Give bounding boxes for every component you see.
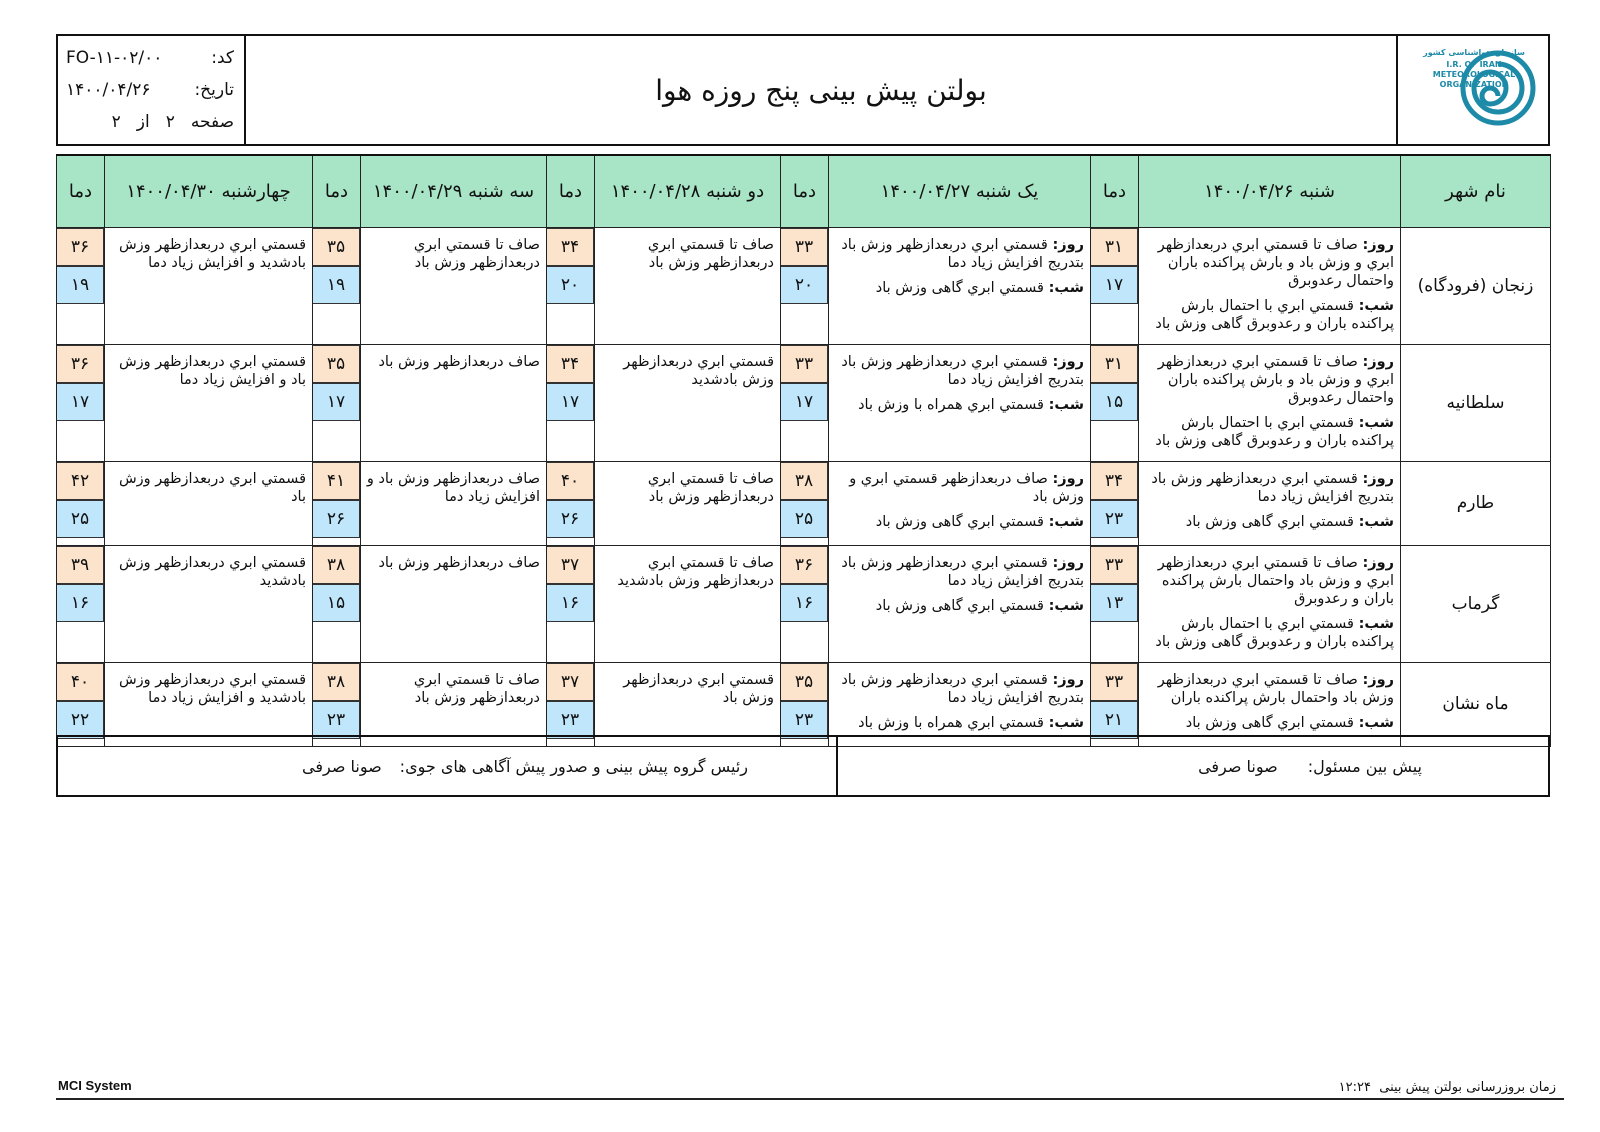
temp-cell	[313, 344, 361, 461]
temp-cell	[547, 545, 595, 662]
temp-cell	[547, 344, 595, 461]
date-row	[66, 74, 234, 106]
temp-cell	[313, 662, 361, 746]
signature-block	[56, 735, 1550, 797]
max-temp: ۳۱	[1090, 345, 1138, 383]
table-row	[57, 344, 1551, 461]
date-label: تاریخ:	[194, 80, 234, 100]
temp-cell	[313, 461, 361, 545]
page-number: ۲	[165, 112, 175, 132]
night-label: شب:	[1358, 714, 1394, 731]
max-temp: ۳۵	[780, 663, 828, 701]
day-forecast: صاف تا قسمتي ابري دربعدازظهر وزش باد واحتمال بارش پراکنده باران	[1157, 671, 1394, 706]
day-label: روز:	[1362, 470, 1394, 487]
night-label: شب:	[1358, 513, 1394, 530]
night-label: شب:	[1048, 279, 1084, 296]
day-label: روز:	[1052, 554, 1084, 571]
day-header: سه شنبه ۱۴۰۰/۰۴/۲۹	[361, 155, 547, 227]
page-total: ۲	[111, 112, 121, 132]
update-label: زمان بروزرسانی بولتن پیش بینی	[1379, 1080, 1556, 1095]
temp-cell	[57, 344, 105, 461]
forecaster-signature	[836, 737, 1548, 795]
spiral-emblem-icon	[1460, 50, 1536, 126]
max-temp: ۳۶	[56, 345, 104, 383]
min-temp: ۱۵	[312, 584, 360, 622]
table-header-row	[57, 155, 1551, 227]
min-temp: ۲۰	[546, 266, 594, 304]
temp-cell	[1091, 227, 1139, 344]
forecast-text: قسمتي ابري دربعدازظهر وزش بادشديد و افزايش زياد دما	[105, 227, 313, 344]
forecast-text	[829, 662, 1091, 746]
city-column-header: نام شهر	[1401, 155, 1551, 227]
forecast-text: صاف دربعدازظهر وزش باد	[361, 344, 547, 461]
temp-cell	[547, 662, 595, 746]
city-name: ماه نشان	[1401, 662, 1551, 746]
max-temp: ۳۳	[780, 345, 828, 383]
max-temp: ۳۱	[1090, 228, 1138, 266]
min-temp: ۱۵	[1090, 383, 1138, 421]
temp-cell	[57, 461, 105, 545]
city-name: سلطانیه	[1401, 344, 1551, 461]
temp-cell	[781, 344, 829, 461]
forecast-table	[56, 154, 1551, 747]
max-temp: ۳۳	[1090, 546, 1138, 584]
forecast-text: قسمتي ابري دربعدازظهر وزش باد و افزايش زياد دما	[105, 344, 313, 461]
page-row	[66, 106, 234, 138]
temp-header: دما	[1091, 155, 1139, 227]
table-row	[57, 662, 1551, 746]
max-temp: ۳۷	[546, 546, 594, 584]
night-label: شب:	[1358, 297, 1394, 314]
temp-cell	[313, 227, 361, 344]
table-row	[57, 227, 1551, 344]
min-temp: ۱۷	[56, 383, 104, 421]
forecast-text: صاف دربعدازظهر وزش باد و افزايش زياد دما	[361, 461, 547, 545]
min-temp: ۲۰	[780, 266, 828, 304]
max-temp: ۳۸	[312, 546, 360, 584]
min-temp: ۱۶	[780, 584, 828, 622]
forecast-text	[1139, 662, 1401, 746]
max-temp: ۳۴	[546, 345, 594, 383]
min-temp: ۱۹	[312, 266, 360, 304]
temp-cell	[1091, 344, 1139, 461]
document-meta	[58, 36, 246, 144]
update-time: ۱۲:۲۴	[1338, 1080, 1371, 1095]
max-temp: ۳۴	[1090, 462, 1138, 500]
min-temp: ۱۹	[56, 266, 104, 304]
temp-cell	[547, 227, 595, 344]
day-header: یک شنبه ۱۴۰۰/۰۴/۲۷	[829, 155, 1091, 227]
forecast-text: قسمتي ابري دربعدازظهر وزش بادشديد	[105, 545, 313, 662]
max-temp: ۴۲	[56, 462, 104, 500]
organization-logo	[1396, 36, 1548, 144]
night-forecast: قسمتي ابري گاهی وزش باد	[875, 597, 1044, 614]
night-forecast: قسمتي ابري با احتمال بارش پراکنده باران و رعدوبرق گاهی وزش باد	[1155, 414, 1394, 449]
max-temp: ۳۸	[312, 663, 360, 701]
forecast-text: قسمتي ابري دربعدازظهر وزش بادشديد	[595, 344, 781, 461]
day-forecast: صاف تا قسمتي ابري دربعدازظهر ابري و وزش باد واحتمال بارش پراکنده باران و رعدوبرق	[1157, 554, 1394, 607]
night-label: شب:	[1358, 414, 1394, 431]
max-temp: ۴۰	[546, 462, 594, 500]
day-header: شنبه ۱۴۰۰/۰۴/۲۶	[1139, 155, 1401, 227]
temp-cell	[781, 461, 829, 545]
min-temp: ۲۵	[780, 500, 828, 538]
temp-header: دما	[781, 155, 829, 227]
day-forecast: قسمتي ابري دربعدازظهر وزش باد بتدريج افزايش زياد دما	[841, 554, 1084, 589]
night-forecast: قسمتي ابري با احتمال بارش پراکنده باران و رعدوبرق گاهی وزش باد	[1155, 615, 1394, 650]
night-label: شب:	[1048, 396, 1084, 413]
temp-cell	[1091, 662, 1139, 746]
forecast-text: صاف تا قسمتي ابري دربعدازظهر وزش باد	[361, 662, 547, 746]
temp-cell	[547, 461, 595, 545]
max-temp: ۴۱	[312, 462, 360, 500]
day-label: روز:	[1362, 671, 1394, 688]
max-temp: ۳۳	[780, 228, 828, 266]
min-temp: ۲۳	[1090, 500, 1138, 538]
bulletin-title: بولتن پیش بینی پنج روزه هوا	[655, 73, 987, 107]
min-temp: ۲۳	[312, 701, 360, 739]
max-temp: ۳۶	[780, 546, 828, 584]
day-forecast: قسمتي ابري دربعدازظهر وزش باد بتدريج افزايش زياد دما	[841, 353, 1084, 388]
day-label: روز:	[1052, 671, 1084, 688]
forecast-text	[1139, 227, 1401, 344]
code-row	[66, 42, 234, 74]
temp-header: دما	[547, 155, 595, 227]
bulletin-header	[56, 34, 1550, 146]
day-forecast: صاف تا قسمتي ابري دربعدازظهر ابري و وزش باد و بارش پراکنده باران واحتمال رعدوبرق	[1157, 353, 1394, 406]
forecast-text	[829, 461, 1091, 545]
max-temp: ۳۳	[1090, 663, 1138, 701]
day-forecast: قسمتي ابري دربعدازظهر وزش باد بتدريج افزايش زياد دما	[1151, 470, 1394, 505]
temp-cell	[313, 545, 361, 662]
forecast-text	[829, 227, 1091, 344]
date-value: ۱۴۰۰/۰۴/۲۶	[66, 80, 151, 100]
night-forecast: قسمتي ابري همراه با وزش باد	[858, 714, 1044, 731]
day-header: چهارشنبه ۱۴۰۰/۰۴/۳۰	[105, 155, 313, 227]
temp-cell	[1091, 545, 1139, 662]
day-label: روز:	[1362, 353, 1394, 370]
temp-cell	[781, 227, 829, 344]
day-forecast: قسمتي ابري دربعدازظهر وزش باد بتدريج افزايش زياد دما	[841, 671, 1084, 706]
temp-header: دما	[313, 155, 361, 227]
footer-divider	[56, 1098, 1564, 1100]
day-label: روز:	[1052, 353, 1084, 370]
day-label: روز:	[1362, 236, 1394, 253]
night-label: شب:	[1048, 714, 1084, 731]
temp-cell	[781, 545, 829, 662]
forecaster-label: پیش بین مسئول:	[1307, 756, 1422, 776]
forecast-text: صاف تا قسمتي ابري دربعدازظهر وزش باد	[595, 227, 781, 344]
logo-text-en: I.R. OF IRAN METEOROLOGICAL ORGANIZATION	[1432, 60, 1516, 89]
city-name: زنجان (فرودگاه)	[1401, 227, 1551, 344]
temp-cell	[781, 662, 829, 746]
head-signature	[58, 737, 836, 795]
min-temp: ۱۷	[546, 383, 594, 421]
forecast-text	[1139, 545, 1401, 662]
min-temp: ۲۵	[56, 500, 104, 538]
max-temp: ۴۰	[56, 663, 104, 701]
forecast-text	[1139, 461, 1401, 545]
min-temp: ۱۳	[1090, 584, 1138, 622]
max-temp: ۳۶	[56, 228, 104, 266]
min-temp: ۲۳	[546, 701, 594, 739]
min-temp: ۲۱	[1090, 701, 1138, 739]
head-label: رئیس گروه پیش بینی و صدور پیش آگاهی های جوی:	[399, 756, 748, 776]
temp-cell	[57, 227, 105, 344]
night-label: شب:	[1048, 597, 1084, 614]
min-temp: ۲۶	[546, 500, 594, 538]
code-value: FO-۱۱-۰۲/۰۰	[66, 48, 163, 68]
forecast-text: قسمتي ابري دربعدازظهر وزش باد	[595, 662, 781, 746]
min-temp: ۱۷	[1090, 266, 1138, 304]
max-temp: ۳۹	[56, 546, 104, 584]
temp-cell	[57, 662, 105, 746]
night-forecast: قسمتي ابري گاهی وزش باد	[1185, 513, 1354, 530]
temp-cell	[57, 545, 105, 662]
min-temp: ۱۷	[780, 383, 828, 421]
forecast-text	[829, 545, 1091, 662]
max-temp: ۳۷	[546, 663, 594, 701]
min-temp: ۱۷	[312, 383, 360, 421]
min-temp: ۲۲	[56, 701, 104, 739]
min-temp: ۱۶	[546, 584, 594, 622]
code-label: کد:	[211, 48, 234, 68]
page-label: صفحه	[190, 112, 234, 132]
forecast-text: صاف تا قسمتي ابري دربعدازظهر وزش باد	[361, 227, 547, 344]
logo-text-fa: سازمان هواشناسی کشور	[1423, 48, 1525, 57]
day-header: دو شنبه ۱۴۰۰/۰۴/۲۸	[595, 155, 781, 227]
day-label: روز:	[1052, 470, 1084, 487]
day-label: روز:	[1052, 236, 1084, 253]
temp-header: دما	[57, 155, 105, 227]
footer-update	[1339, 1080, 1556, 1095]
page-of: از	[136, 112, 150, 132]
night-forecast: قسمتي ابري گاهی وزش باد	[875, 279, 1044, 296]
day-label: روز:	[1362, 554, 1394, 571]
forecaster-name: صونا صرفی	[1198, 756, 1278, 776]
forecast-text: صاف تا قسمتي ابري دربعدازظهر وزش بادشديد	[595, 545, 781, 662]
forecast-text: صاف تا قسمتي ابري دربعدازظهر وزش باد	[595, 461, 781, 545]
temp-cell	[1091, 461, 1139, 545]
day-forecast: قسمتي ابري دربعدازظهر وزش باد بتدريج افزايش زياد دما	[841, 236, 1084, 271]
min-temp: ۲۳	[780, 701, 828, 739]
city-name: گرماب	[1401, 545, 1551, 662]
head-name: صونا صرفی	[302, 756, 382, 776]
forecast-text: قسمتي ابري دربعدازظهر وزش بادشديد و افزايش زياد دما	[105, 662, 313, 746]
table-row	[57, 545, 1551, 662]
max-temp: ۳۵	[312, 228, 360, 266]
day-forecast: صاف تا قسمتي ابري دربعدازظهر ابري و وزش باد و بارش پراکنده باران واحتمال رعدوبرق	[1157, 236, 1394, 289]
city-name: طارم	[1401, 461, 1551, 545]
day-forecast: صاف دربعدازظهر قسمتي ابري و وزش باد	[849, 470, 1084, 505]
night-label: شب:	[1358, 615, 1394, 632]
footer-system: MCI System	[58, 1078, 132, 1093]
max-temp: ۳۴	[546, 228, 594, 266]
max-temp: ۳۵	[312, 345, 360, 383]
night-label: شب:	[1048, 513, 1084, 530]
forecast-text	[1139, 344, 1401, 461]
night-forecast: قسمتي ابري گاهی وزش باد	[1185, 714, 1354, 731]
max-temp: ۳۸	[780, 462, 828, 500]
night-forecast: قسمتي ابري با احتمال بارش پراکنده باران و رعدوبرق گاهی وزش باد	[1155, 297, 1394, 332]
forecast-text	[829, 344, 1091, 461]
min-temp: ۲۶	[312, 500, 360, 538]
min-temp: ۱۶	[56, 584, 104, 622]
forecast-text: صاف دربعدازظهر وزش باد	[361, 545, 547, 662]
night-forecast: قسمتي ابري گاهی وزش باد	[875, 513, 1044, 530]
forecast-text: قسمتي ابري دربعدازظهر وزش باد	[105, 461, 313, 545]
night-forecast: قسمتي ابري همراه با وزش باد	[858, 396, 1044, 413]
table-row	[57, 461, 1551, 545]
